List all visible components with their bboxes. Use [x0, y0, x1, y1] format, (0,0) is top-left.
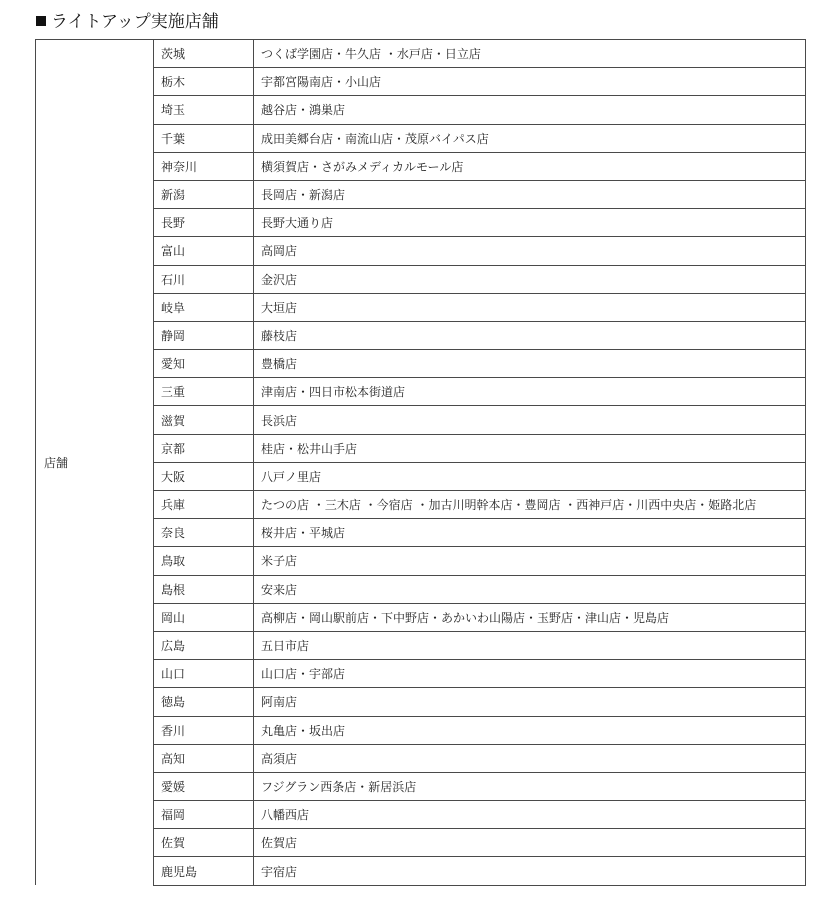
prefecture-cell: 富山 [154, 237, 254, 265]
stores-cell: 宇都宮陽南店・小山店 [254, 68, 806, 96]
group-label: 店舗 [36, 40, 154, 886]
section-heading [36, 10, 219, 34]
prefecture-cell: 鹿児島 [154, 857, 254, 885]
stores-cell: 藤枝店 [254, 321, 806, 349]
prefecture-cell: 鳥取 [154, 547, 254, 575]
prefecture-cell: 神奈川 [154, 152, 254, 180]
store-table [35, 39, 806, 886]
prefecture-cell: 香川 [154, 716, 254, 744]
prefecture-cell: 高知 [154, 744, 254, 772]
stores-cell: 阿南店 [254, 688, 806, 716]
prefecture-cell: 埼玉 [154, 96, 254, 124]
stores-cell: 安来店 [254, 575, 806, 603]
stores-cell: 佐賀店 [254, 829, 806, 857]
prefecture-cell: 奈良 [154, 519, 254, 547]
stores-cell: つくば学園店・牛久店 ・水戸店・日立店 [254, 40, 806, 68]
stores-cell: 豊橋店 [254, 350, 806, 378]
stores-cell: 丸亀店・坂出店 [254, 716, 806, 744]
stores-cell: 八幡西店 [254, 801, 806, 829]
prefecture-cell: 岡山 [154, 603, 254, 631]
stores-cell: 八戸ノ里店 [254, 462, 806, 490]
stores-cell: 長浜店 [254, 406, 806, 434]
prefecture-cell: 岐阜 [154, 293, 254, 321]
stores-cell: 高柳店・岡山駅前店・下中野店・あかいわ山陽店・玉野店・津山店・児島店 [254, 603, 806, 631]
prefecture-cell: 静岡 [154, 321, 254, 349]
prefecture-cell: 石川 [154, 265, 254, 293]
stores-cell: 桜井店・平城店 [254, 519, 806, 547]
stores-cell: 五日市店 [254, 631, 806, 659]
stores-cell: 高岡店 [254, 237, 806, 265]
prefecture-cell: 大阪 [154, 462, 254, 490]
prefecture-cell: 新潟 [154, 180, 254, 208]
prefecture-cell: 兵庫 [154, 491, 254, 519]
prefecture-cell: 千葉 [154, 124, 254, 152]
stores-cell: 成田美郷台店・南流山店・茂原バイパス店 [254, 124, 806, 152]
stores-cell: 高須店 [254, 744, 806, 772]
prefecture-cell: 茨城 [154, 40, 254, 68]
prefecture-cell: 福岡 [154, 801, 254, 829]
prefecture-cell: 長野 [154, 209, 254, 237]
stores-cell: 金沢店 [254, 265, 806, 293]
stores-cell: 宇宿店 [254, 857, 806, 885]
prefecture-cell: 島根 [154, 575, 254, 603]
store-table-body [36, 40, 806, 886]
prefecture-cell: 広島 [154, 631, 254, 659]
stores-cell: 大垣店 [254, 293, 806, 321]
stores-cell: 長岡店・新潟店 [254, 180, 806, 208]
prefecture-cell: 滋賀 [154, 406, 254, 434]
stores-cell: 津南店・四日市松本街道店 [254, 378, 806, 406]
stores-cell: フジグラン西条店・新居浜店 [254, 772, 806, 800]
stores-cell: 越谷店・鴻巣店 [254, 96, 806, 124]
stores-cell: 山口店・宇部店 [254, 660, 806, 688]
stores-cell: 桂店・松井山手店 [254, 434, 806, 462]
prefecture-cell: 愛媛 [154, 772, 254, 800]
black-square-icon [36, 16, 46, 26]
section-title: ライトアップ実施店舗 [51, 12, 219, 32]
stores-cell: 長野大通り店 [254, 209, 806, 237]
stores-cell: たつの店 ・三木店 ・今宿店 ・加古川明幹本店・豊岡店 ・西神戸店・川西中央店・姫路北店 [254, 491, 806, 519]
stores-cell: 横須賀店・さがみメディカルモール店 [254, 152, 806, 180]
prefecture-cell: 佐賀 [154, 829, 254, 857]
prefecture-cell: 京都 [154, 434, 254, 462]
prefecture-cell: 三重 [154, 378, 254, 406]
table-row [36, 40, 806, 68]
prefecture-cell: 愛知 [154, 350, 254, 378]
prefecture-cell: 徳島 [154, 688, 254, 716]
prefecture-cell: 栃木 [154, 68, 254, 96]
stores-cell: 米子店 [254, 547, 806, 575]
prefecture-cell: 山口 [154, 660, 254, 688]
